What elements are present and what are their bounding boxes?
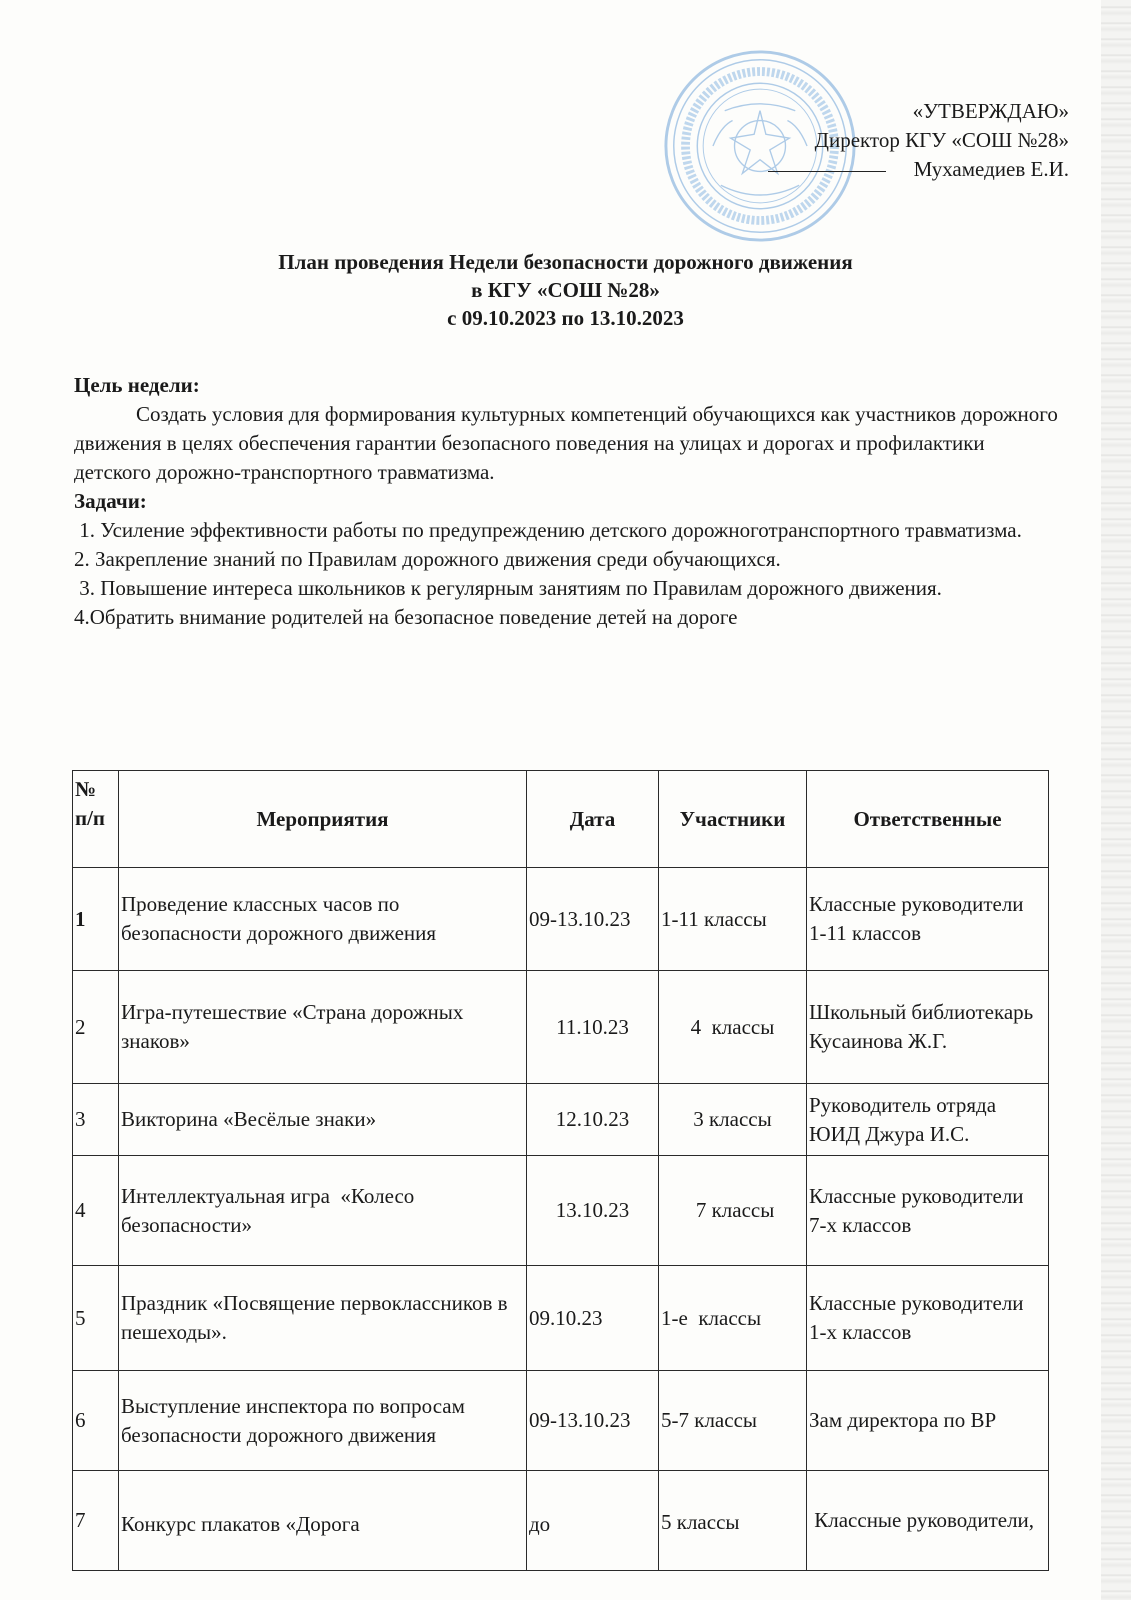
header-participants: Участники — [659, 771, 807, 868]
row-date: 09-13.10.23 — [527, 868, 659, 971]
row-date: 09-13.10.23 — [527, 1371, 659, 1471]
signature-line — [768, 171, 886, 172]
task-item-1: 1. Усиление эффективности работы по предупреждению детского дорожноготранспортного травматизма. — [74, 518, 1022, 542]
title-line-1: План проведения Недели безопасности дорожного движения — [278, 250, 853, 274]
approval-name: Мухамедиев Е.И. — [913, 157, 1069, 181]
row-num: 3 — [73, 1084, 119, 1156]
row-responsible: Классные руководители, — [807, 1471, 1049, 1571]
row-num: 2 — [73, 971, 119, 1084]
row-num: 4 — [73, 1156, 119, 1266]
approval-signature-row — [768, 155, 1069, 184]
row-participants: 1-е классы — [659, 1266, 807, 1371]
row-num: 1 — [73, 868, 119, 971]
row-num: 6 — [73, 1371, 119, 1471]
row-responsible: Школьный библиотекарь Кусаинова Ж.Г. — [807, 971, 1049, 1084]
row-event: Викторина «Весёлые знаки» — [119, 1084, 527, 1156]
row-participants: 5-7 классы — [659, 1371, 807, 1471]
table-row — [73, 1084, 1049, 1156]
row-event: Конкурс плакатов «Дорога — [119, 1471, 527, 1571]
row-event: Праздник «Посвящение первоклассников в пешеходы». — [119, 1266, 527, 1371]
document-title — [0, 248, 1131, 332]
table-header-row — [73, 771, 1049, 868]
goal-heading: Цель недели: — [74, 373, 200, 397]
row-participants: 1-11 классы — [659, 868, 807, 971]
header-responsible: Ответственные — [807, 771, 1049, 868]
task-item-3: 3. Повышение интереса школьников к регулярным занятиям по Правилам дорожного движения. — [74, 576, 942, 600]
row-date: 13.10.23 — [527, 1156, 659, 1266]
row-event: Проведение классных часов по безопасности дорожного движения — [119, 868, 527, 971]
table-row — [73, 1471, 1049, 1571]
row-date: 12.10.23 — [527, 1084, 659, 1156]
row-participants: 3 классы — [659, 1084, 807, 1156]
row-responsible: Руководитель отряда ЮИД Джура И.С. — [807, 1084, 1049, 1156]
row-responsible: Зам директора по ВР — [807, 1371, 1049, 1471]
row-participants: 4 классы — [659, 971, 807, 1084]
task-item-4: 4.Обратить внимание родителей на безопасное поведение детей на дороге — [74, 605, 738, 629]
row-responsible: Классные руководители 1-х классов — [807, 1266, 1049, 1371]
approval-heading: «УТВЕРЖДАЮ» — [912, 99, 1069, 123]
tasks-heading: Задачи: — [74, 489, 147, 513]
document-body — [74, 371, 1064, 632]
row-event: Выступление инспектора по вопросам безопасности дорожного движения — [119, 1371, 527, 1471]
table-row — [73, 971, 1049, 1084]
table-row — [73, 1156, 1049, 1266]
row-event: Интеллектуальная игра «Колесо безопасности» — [119, 1156, 527, 1266]
row-date: 11.10.23 — [527, 971, 659, 1084]
row-date: 09.10.23 — [527, 1266, 659, 1371]
row-responsible: Классные руководители 1-11 классов — [807, 868, 1049, 971]
row-num: 5 — [73, 1266, 119, 1371]
title-line-2: в КГУ «СОШ №28» — [471, 278, 660, 302]
title-line-3: с 09.10.2023 по 13.10.2023 — [447, 306, 684, 330]
header-date: Дата — [527, 771, 659, 868]
row-responsible: Классные руководители 7-х классов — [807, 1156, 1049, 1266]
row-event: Игра-путешествие «Страна дорожных знаков» — [119, 971, 527, 1084]
header-num: № п/п — [73, 771, 119, 868]
task-item-2: 2. Закрепление знаний по Правилам дорожного движения среди обучающихся. — [74, 547, 781, 571]
row-participants: 5 классы — [659, 1471, 807, 1571]
row-date: до — [527, 1471, 659, 1571]
table-row — [73, 868, 1049, 971]
scan-edge — [1101, 0, 1131, 1600]
approval-block — [768, 97, 1069, 184]
events-table — [72, 770, 1049, 1571]
header-event: Мероприятия — [119, 771, 527, 868]
row-participants: 7 классы — [659, 1156, 807, 1266]
row-num: 7 — [73, 1471, 119, 1571]
approval-position: Директор КГУ «СОШ №28» — [814, 128, 1069, 152]
table-row — [73, 1371, 1049, 1471]
goal-text: Создать условия для формирования культурных компетенций обучающихся как участников дорожного движения в целях обеспечения гарантии безопасного поведения на улицах и дорогах и профилактики детского дорожно-транспортного травматизма. — [74, 402, 1058, 484]
table-row — [73, 1266, 1049, 1371]
